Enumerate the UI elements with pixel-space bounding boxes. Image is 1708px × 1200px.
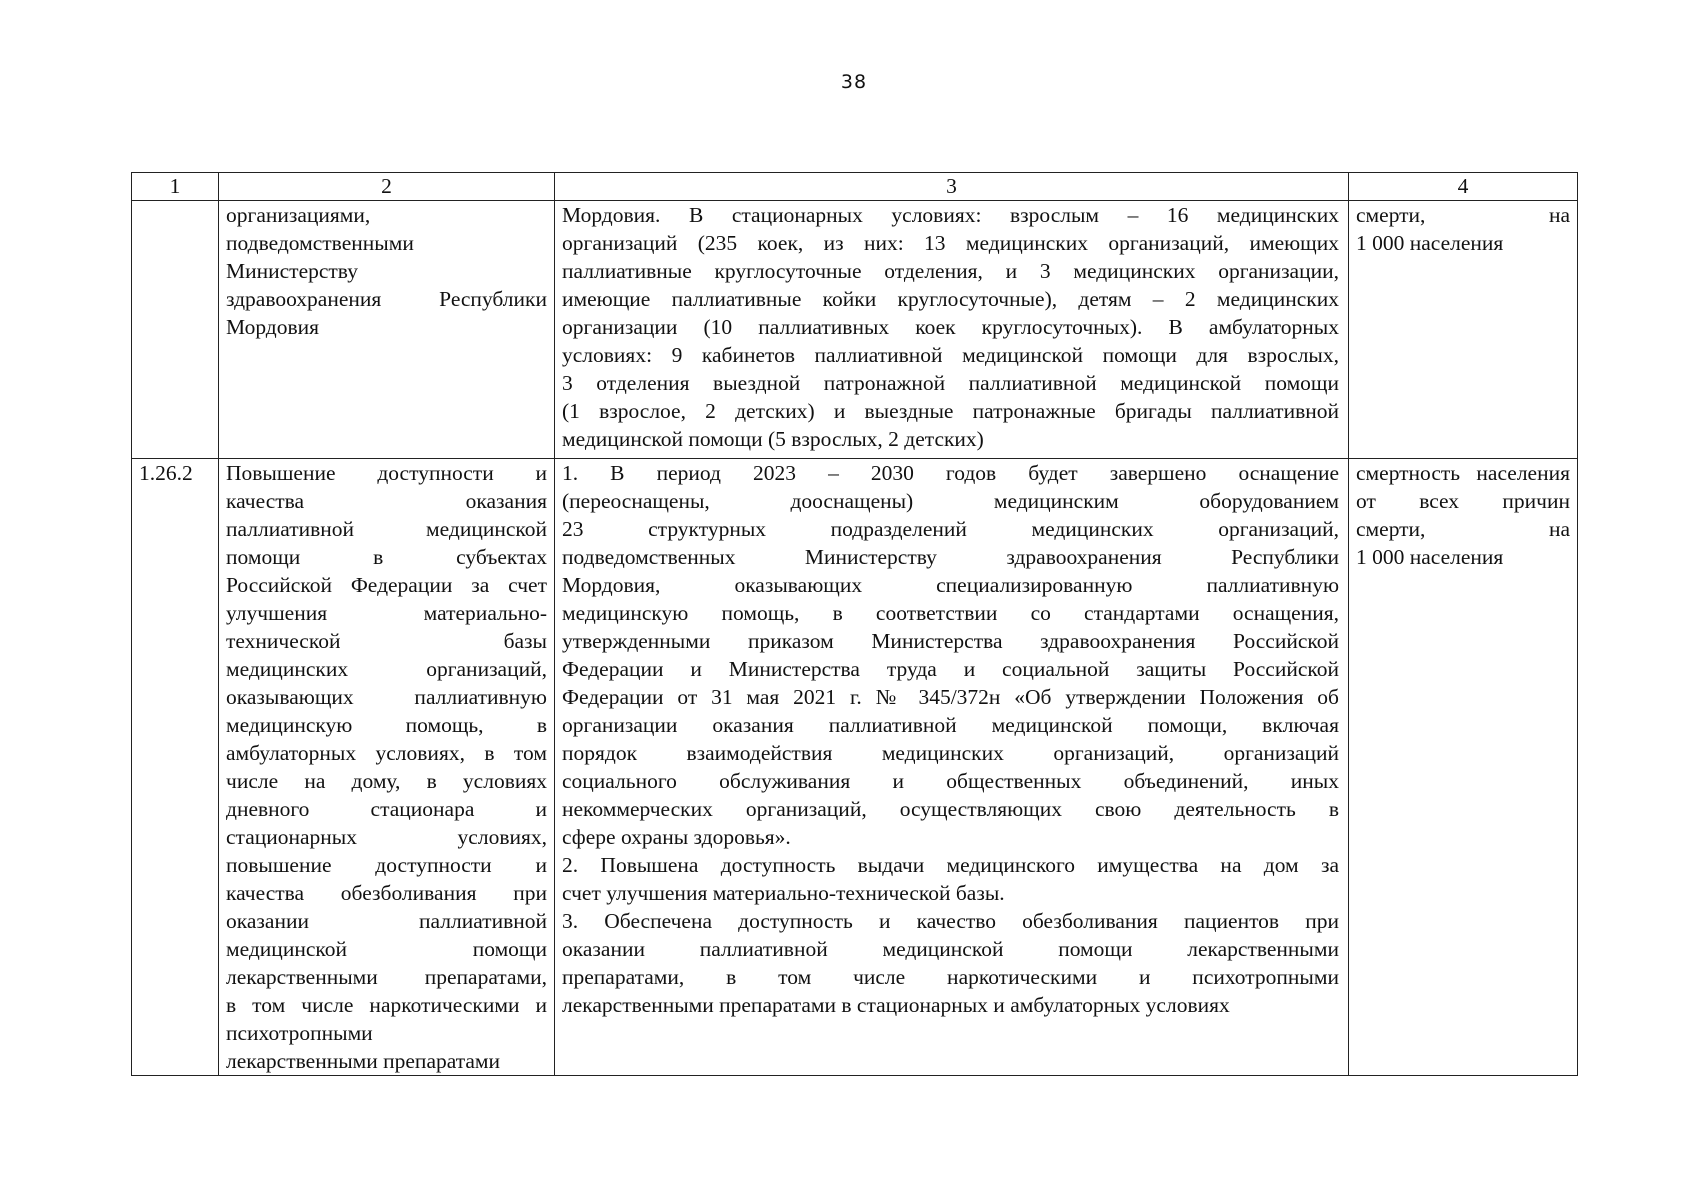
header-col-1: 1	[132, 173, 219, 201]
text-line: 1 000 населения	[1356, 545, 1504, 569]
text-line: 3. Обеспечена доступность и качество обезболивания пациентов при	[562, 909, 1339, 933]
text-line: медицинской помощи	[226, 937, 547, 961]
text-line: медицинских организаций,	[226, 657, 547, 681]
text-line: 3 отделения выездной патронажной паллиативной медицинской помощи	[562, 371, 1339, 395]
header-col-2: 2	[219, 173, 555, 201]
text-line: Федерации и Министерства труда и социальной защиты Российской	[562, 657, 1339, 681]
text-line: организаций (235 коек, из них: 13 медицинских организаций, имеющих	[562, 231, 1339, 255]
table-header-row	[132, 173, 1578, 201]
text-line: утвержденными приказом Министерства здравоохранения Российской	[562, 629, 1339, 653]
text-line: подведомственными	[226, 231, 414, 255]
text-line: оказании паллиативной	[226, 909, 547, 933]
text-line: порядок взаимодействия медицинских организаций, организаций	[562, 741, 1339, 765]
text-line: Российской Федерации за счет	[226, 573, 547, 597]
text-line: имеющие паллиативные койки круглосуточные), детям – 2 медицинских	[562, 287, 1339, 311]
text-line: препаратами, в том числе наркотическими и психотропными	[562, 965, 1339, 989]
row-number-cell: 1.26.2	[132, 459, 219, 1076]
text-line: сфере охраны здоровья».	[562, 825, 791, 849]
row-number-cell	[132, 201, 219, 459]
document-table	[131, 172, 1578, 1076]
text-line: организации (10 паллиативных коек круглосуточных). В амбулаторных	[562, 315, 1339, 339]
measure-name-cell	[219, 459, 555, 1076]
header-col-3: 3	[555, 173, 1349, 201]
text-line: Министерству	[226, 259, 358, 283]
text-line: дневного стационара и	[226, 797, 547, 821]
text-line: лекарственными препаратами в стационарных и амбулаторных условиях	[562, 993, 1230, 1017]
text-line: Федерации от 31 мая 2021 г. № 345/372н «Об утверждении Положения об	[562, 685, 1339, 709]
text-line: (переоснащены, дооснащены) медицинским оборудованием	[562, 489, 1339, 513]
text-line: (1 взрослое, 2 детских) и выездные патронажные бригады паллиативной	[562, 399, 1339, 423]
text-line: 2. Повышена доступность выдачи медицинского имущества на дом за	[562, 853, 1339, 877]
page-number: 38	[840, 71, 868, 93]
text-line: смерти, на	[1356, 203, 1570, 227]
indicator-cell	[1349, 459, 1578, 1076]
measure-description-cell	[555, 201, 1349, 459]
text-line: паллиативной медицинской	[226, 517, 547, 541]
text-line: качества обезболивания при	[226, 881, 547, 905]
text-line: оказывающих паллиативную	[226, 685, 547, 709]
text-line: повышение доступности и	[226, 853, 547, 877]
table-row	[132, 201, 1578, 459]
measure-description-cell	[555, 459, 1349, 1076]
text-line: 1 000 населения	[1356, 231, 1504, 255]
text-line: качества оказания	[226, 489, 547, 513]
text-line: помощи в субъектах	[226, 545, 547, 569]
text-line: медицинской помощи (5 взрослых, 2 детских)	[562, 427, 984, 451]
text-line: Мордовия, оказывающих специализированную паллиативную	[562, 573, 1339, 597]
text-line: организации оказания паллиативной медицинской помощи, включая	[562, 713, 1339, 737]
measure-name-cell	[219, 201, 555, 459]
text-line: амбулаторных условиях, в том	[226, 741, 547, 765]
table-row	[132, 459, 1578, 1076]
text-line: медицинскую помощь, в соответствии со стандартами оснащения,	[562, 601, 1339, 625]
text-line: здравоохранения Республики	[226, 287, 547, 311]
text-line: в том числе наркотическими и	[226, 993, 547, 1017]
header-col-4: 4	[1349, 173, 1578, 201]
text-line: стационарных условиях,	[226, 825, 547, 849]
text-line: смерти, на	[1356, 517, 1570, 541]
text-line: условиях: 9 кабинетов паллиативной медицинской помощи для взрослых,	[562, 343, 1339, 367]
text-line: организациями,	[226, 203, 371, 227]
text-line: Повышение доступности и	[226, 461, 547, 485]
text-line: счет улучшения материально-технической базы.	[562, 881, 1005, 905]
text-line: лекарственными препаратами,	[226, 965, 547, 989]
text-line: оказании паллиативной медицинской помощи лекарственными	[562, 937, 1339, 961]
text-line: подведомственных Министерству здравоохранения Республики	[562, 545, 1339, 569]
text-line: Мордовия. В стационарных условиях: взрослым – 16 медицинских	[562, 203, 1339, 227]
text-line: Мордовия	[226, 315, 320, 339]
text-line: паллиативные круглосуточные отделения, и 3 медицинских организации,	[562, 259, 1339, 283]
text-line: лекарственными препаратами	[226, 1049, 501, 1073]
indicator-cell	[1349, 201, 1578, 459]
text-line: психотропными	[226, 1021, 373, 1045]
text-line: 1. В период 2023 – 2030 годов будет завершено оснащение	[562, 461, 1339, 485]
text-line: числе на дому, в условиях	[226, 769, 547, 793]
text-line: улучшения материально-	[226, 601, 547, 625]
text-line: некоммерческих организаций, осуществляющих свою деятельность в	[562, 797, 1339, 821]
text-line: технической базы	[226, 629, 547, 653]
text-line: 23 структурных подразделений медицинских организаций,	[562, 517, 1339, 541]
text-line: от всех причин	[1356, 489, 1570, 513]
text-line: смертность населения	[1356, 461, 1570, 485]
text-line: социального обслуживания и общественных объединений, иных	[562, 769, 1339, 793]
text-line: медицинскую помощь, в	[226, 713, 547, 737]
